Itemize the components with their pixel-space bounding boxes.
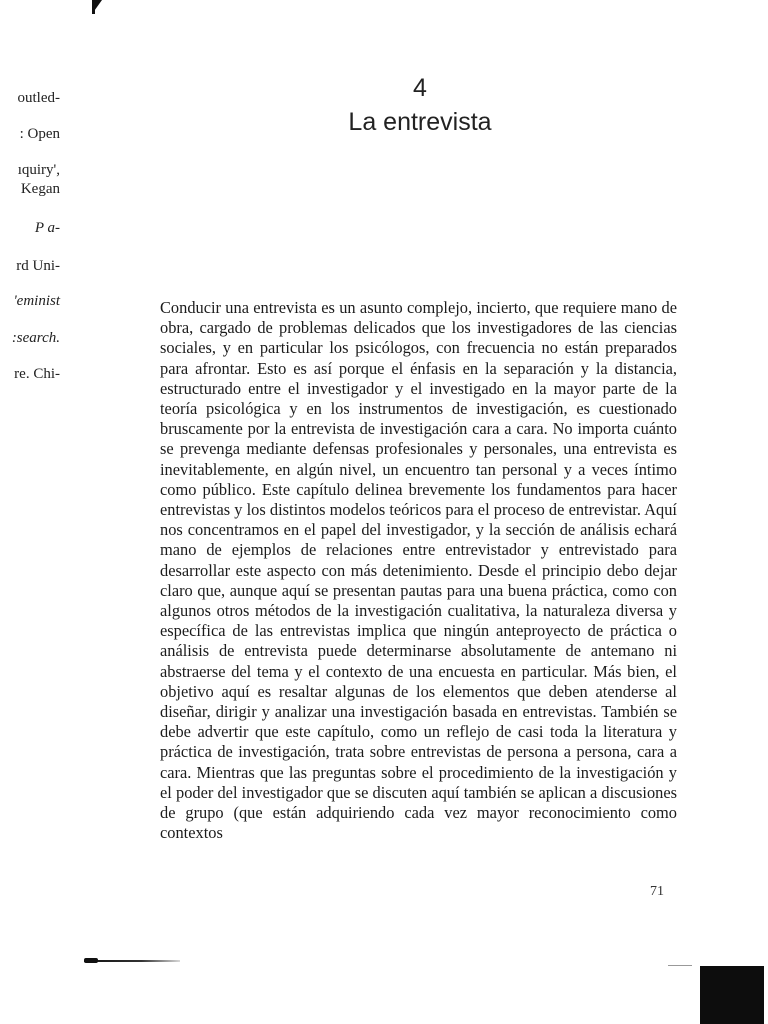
- body-paragraph: Conducir una entrevista es un asunto complejo, incierto, que requiere mano de obra, cargado de problemas delicados que los investigadores de las ciencias sociales, y en particular los psicólogos, con frecuencia no están preparados para afrontar. Esto es así porque el énfasis en la separación y la distancia, estructurado entre el investigador y el investigado en la mayor parte de la teoría psicológica y en los instrumentos de investigación, es cuestionado bruscamente por la entrevista de investigación cara a cara. No importa cuánto se prevenga mediante defensas profesionales y personales, una entrevista es inevitablemente, en algún nivel, un encuentro tan personal y a veces íntimo como público. Este capítulo delinea brevemente los fundamentos para hacer entrevistas y los distintos modelos teóricos para el proceso de entrevistar. Aquí nos concentramos en el papel del investigador, y la sección de análisis echará mano de ejemplos de relaciones entre entrevistador y entrevistado para desarrollar este aspecto con más detenimiento. Desde el principio debo dejar claro que, aunque aquí se presentan pautas para una buena práctica, como con algunos otros métodos de la investigación cualitativa, la naturaleza diversa y específica de las entrevistas implica que ningún anteproyecto de práctica o análisis de entrevista puede determinarse absolutamente de antemano ni abstraerse del tema y el contexto de una encuesta en particular. Más bien, el objetivo aquí es resaltar algunas de los elementos que deben atenderse al diseñar, dirigir y analizar una investigación basada en entrevistas. También se debe advertir que este capítulo, como un reflejo de casi toda la literatura y práctica de investigación, trata sobre entrevistas de persona a persona, cara a cara. Mientras que las preguntas sobre el procedimiento de la investigación y el poder del investigador que se discuten aquí también se aplican a discusiones de grupo (que están adquiriendo cada vez mayor reconocimiento como contextos: [160, 298, 677, 843]
- scan-corner-flag: [92, 0, 102, 14]
- page-number: 71: [650, 884, 664, 899]
- scan-dark-corner: [700, 966, 764, 1024]
- margin-fragment: Kegan: [20, 181, 60, 197]
- scan-dash: [668, 965, 692, 966]
- scan-edge-rule: [84, 960, 180, 962]
- margin-fragment: :search.: [11, 330, 60, 346]
- margin-fragment: outled-: [17, 90, 60, 106]
- margin-fragment: ıquiry',: [17, 162, 60, 178]
- margin-fragment: rd Uni-: [16, 258, 60, 274]
- chapter-number: 4: [413, 74, 427, 102]
- margin-fragment: re. Chi-: [14, 366, 60, 382]
- chapter-title: La entrevista: [348, 108, 492, 136]
- margin-fragment: : Open: [19, 126, 60, 142]
- facing-page-margin: [0, 0, 60, 420]
- margin-fragment: P a-: [34, 220, 60, 236]
- scan-edge-rule-tip: [84, 958, 98, 963]
- margin-fragment: 'eminist: [13, 293, 60, 309]
